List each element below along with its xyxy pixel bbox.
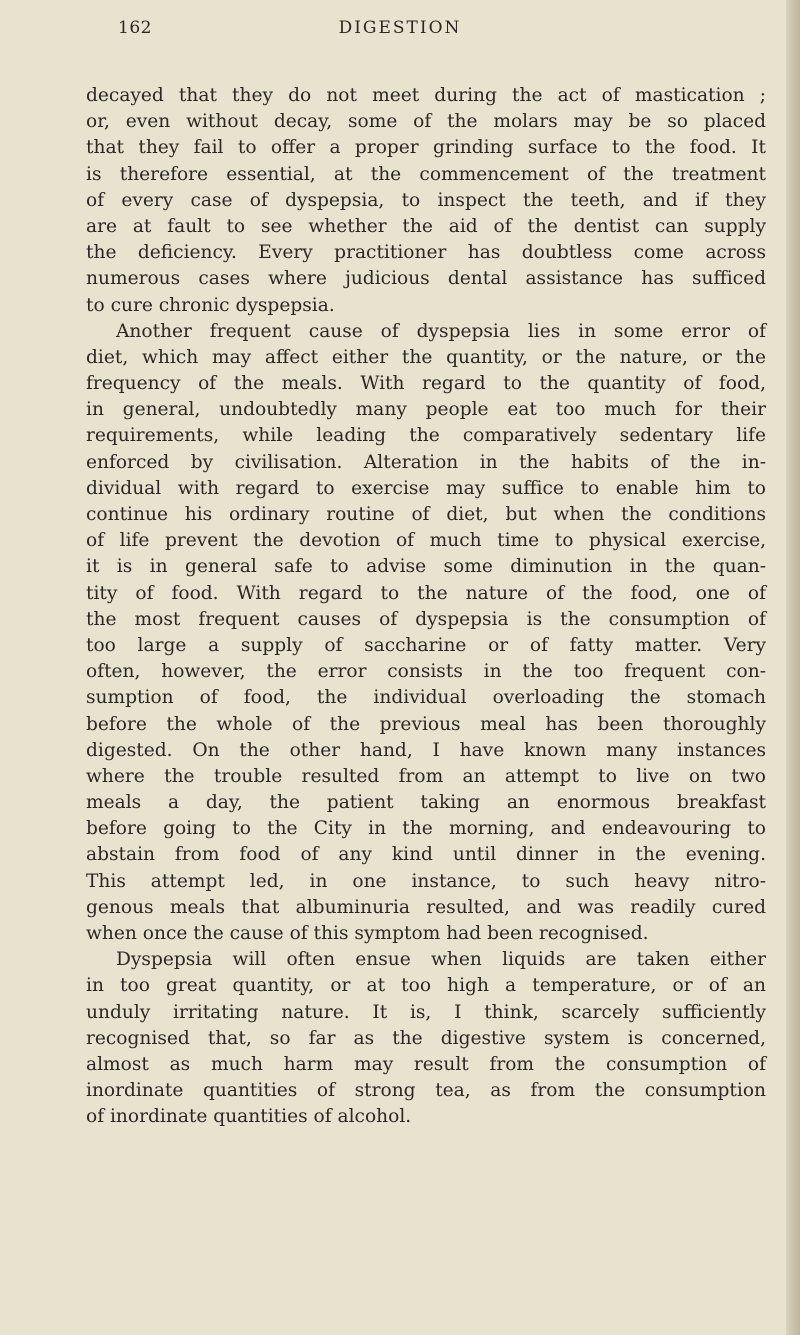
text-line: This attempt led, in one instance, to such heavy nitro- xyxy=(86,870,766,892)
text-line: of life prevent the devotion of much time to physical exercise, xyxy=(86,530,766,552)
text-line: tity of food. With regard to the nature of the food, one of xyxy=(86,582,766,604)
text-line: requirements, while leading the comparatively sedentary life xyxy=(86,425,766,447)
text-line: to cure chronic dyspepsia. xyxy=(86,294,335,316)
text-line: of every case of dyspepsia, to inspect the teeth, and if they xyxy=(86,189,766,211)
paragraph-start-line: Another frequent cause of dyspepsia lies in some error of xyxy=(116,320,766,342)
text-line: numerous cases where judicious dental assistance has sufficed xyxy=(86,268,766,290)
text-line: inordinate quantities of strong tea, as from the consumption xyxy=(86,1080,766,1102)
text-line: enforced by civilisation. Alteration in the habits of the in- xyxy=(86,451,766,473)
text-line: it is in general safe to advise some diminution in the quan- xyxy=(86,556,766,578)
text-line: before going to the City in the morning, and endeavouring to xyxy=(86,818,766,840)
text-line: the deficiency. Every practitioner has doubtless come across xyxy=(86,242,766,264)
text-line: in general, undoubtedly many people eat too much for their xyxy=(86,399,766,421)
text-line: are at fault to see whether the aid of the dentist can supply xyxy=(86,215,766,237)
text-line: in too great quantity, or at too high a temperature, or of an xyxy=(86,975,766,997)
text-line: digested. On the other hand, I have known many instances xyxy=(86,739,766,761)
text-line: unduly irritating nature. It is, I think, scarcely sufficiently xyxy=(86,1001,766,1023)
text-line: frequency of the meals. With regard to the quantity of food, xyxy=(86,373,766,395)
text-line: continue his ordinary routine of diet, but when the conditions xyxy=(86,504,766,525)
text-line: where the trouble resulted from an attempt to live on two xyxy=(86,765,766,787)
body-text xyxy=(86,83,766,1131)
paragraph-start-line: Dyspepsia will often ensue when liquids are taken either xyxy=(116,949,766,971)
running-title: DIGESTION xyxy=(338,18,462,38)
text-line: too large a supply of saccharine or of fatty matter. Very xyxy=(86,634,766,656)
text-line: genous meals that albuminuria resulted, and was readily cured xyxy=(86,896,766,918)
page-edge xyxy=(786,0,800,1335)
text-line: recognised that, so far as the digestive system is concerned, xyxy=(86,1027,766,1049)
text-line: often, however, the error consists in the too frequent con- xyxy=(86,661,766,683)
text-line: that they fail to offer a proper grinding surface to the food. It xyxy=(86,137,766,159)
text-line: is therefore essential, at the commencement of the treatment xyxy=(86,163,766,185)
text-line: decayed that they do not meet during the act of mastication ; xyxy=(86,85,766,106)
text-line: before the whole of the previous meal has been thoroughly xyxy=(86,713,766,735)
text-line: meals a day, the patient taking an enormous breakfast xyxy=(86,792,766,814)
text-line: of inordinate quantities of alcohol. xyxy=(86,1106,412,1128)
text-line: when once the cause of this symptom had been recognised. xyxy=(86,923,649,944)
page-header xyxy=(0,12,800,46)
text-line: diet, which may affect either the quantity, or the nature, or the xyxy=(86,346,766,368)
text-line: dividual with regard to exercise may suffice to enable him to xyxy=(86,477,766,499)
page-number: 162 xyxy=(118,18,152,38)
text-line: abstain from food of any kind until dinner in the evening. xyxy=(86,844,766,866)
text-line: sumption of food, the individual overloading the stomach xyxy=(86,687,766,709)
text-line: or, even without decay, some of the molars may be so placed xyxy=(86,111,766,133)
text-line: almost as much harm may result from the consumption of xyxy=(86,1053,766,1075)
text-line: the most frequent causes of dyspepsia is the consumption of xyxy=(86,608,766,630)
